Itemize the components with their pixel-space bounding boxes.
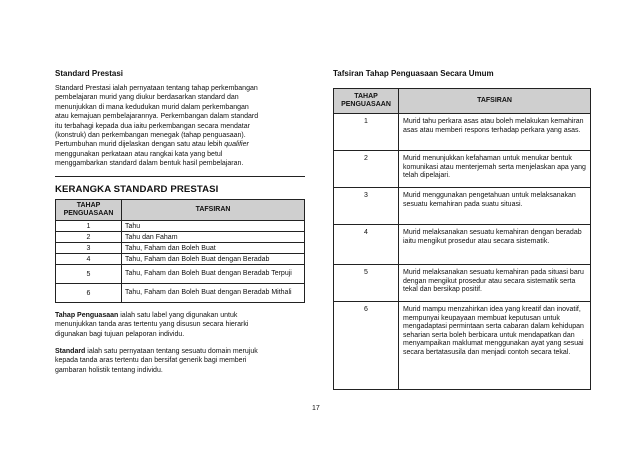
tafsiran-cell: Tahu, Faham dan Boleh Buat dengan Beradab Mithali <box>122 284 305 303</box>
col-tahap-header: TAHAP PENGUASAAN <box>56 200 122 221</box>
tahap-cell: 6 <box>334 302 399 390</box>
tahap-cell: 5 <box>56 265 122 284</box>
para-line: menggunakan perkataan atau rangkai kata yang betul <box>55 150 223 158</box>
para-line: menggambarkan standard dalam bentuk hasil pembelajaran. <box>55 160 244 168</box>
para-line: Standard Prestasi ialah pernyataan tentang tahap perkembangan <box>55 85 258 92</box>
col-tahap-header: TAHAP PENGUASAAN <box>334 89 399 114</box>
tafsiran-umum-title: Tafsiran Tahap Penguasaan Secara Umum <box>333 69 494 78</box>
table-row <box>334 151 591 188</box>
standard-prestasi-paragraph <box>55 84 305 169</box>
tahap-cell: 2 <box>334 151 399 188</box>
para-line: digunakan bagi tujuan pelaporan individu. <box>55 330 185 338</box>
tahap-cell: 2 <box>56 232 122 243</box>
tafsiran-cell: Murid melaksanakan sesuatu kemahiran pada situasi baru dengan mengikut prosedur atau secara sistematik serta tekal dan bersikap positif. <box>399 265 591 302</box>
para-line: menunjukkan tanda aras tertentu yang disusun secara hierarki <box>55 321 249 329</box>
para-line: gambaran holistik tentang individu. <box>55 366 163 374</box>
tafsiran-table <box>333 88 591 390</box>
table-row <box>56 232 305 243</box>
para-line <box>55 140 305 149</box>
tafsiran-cell: Murid menggunakan pengetahuan untuk melaksanakan sesuatu kemahiran pada suatu situasi. <box>399 188 591 225</box>
tafsiran-cell: Tahu, Faham dan Boleh Buat dengan Beradab Terpuji <box>122 265 305 284</box>
table-row <box>334 265 591 302</box>
table-row <box>56 243 305 254</box>
table-row <box>334 114 591 151</box>
section-divider <box>55 176 305 177</box>
tafsiran-cell: Murid mampu menzahirkan idea yang kreatif dan inovatif, mempunyai keupayaan membuat keputusan untuk mengadaptasi permintaan serta cabaran dalam kehidupan seharian serta boleh berbicara untuk mendapatkan dan menyampaikan maklumat menggunakan ayat yang sesuai secara bertatasusila dan menjadi contoh secara tekal. <box>399 302 591 390</box>
kerangka-table <box>55 199 305 303</box>
table-row <box>334 225 591 265</box>
standard-definition <box>55 347 305 375</box>
para-line: kepada tanda aras tertentu dan bersifat generik bagi memberi <box>55 357 247 365</box>
tahap-cell: 3 <box>56 243 122 254</box>
para-line: (konstruk) dan perkembangan menegak (tahap penguasaan). <box>55 132 246 140</box>
table-header-row <box>334 89 591 114</box>
tafsiran-cell: Tahu dan Faham <box>122 232 305 243</box>
table-row <box>56 265 305 284</box>
tahap-cell: 3 <box>334 188 399 225</box>
tahap-cell: 1 <box>56 221 122 232</box>
tahap-penguasaan-definition <box>55 311 305 339</box>
para-line: pembelajaran murid yang diukur berdasarkan standard dan <box>55 94 239 102</box>
para-line: atau kemajuan pembelajarannya. Perkembangan dalam standard <box>55 113 259 121</box>
para-line <box>55 311 305 320</box>
table-row <box>334 188 591 225</box>
table-row <box>334 302 591 390</box>
kerangka-title: KERANGKA STANDARD PRESTASI <box>55 184 219 195</box>
para-text: Pertumbuhan murid dijelaskan dengan satu atau lebih <box>55 141 225 149</box>
para-line <box>55 347 305 356</box>
col-tafsiran-header: TAFSIRAN <box>399 89 591 114</box>
tafsiran-cell: Tahu <box>122 221 305 232</box>
tahap-cell: 1 <box>334 114 399 151</box>
qualifier-term: qualifier <box>224 141 249 149</box>
para-line: itu terbahagi kepada dua iaitu perkembangan secara mendatar <box>55 122 250 130</box>
tahap-penguasaan-term: Tahap Penguasaan <box>55 312 119 319</box>
standard-term: Standard <box>55 348 86 355</box>
para-text: ialah satu label yang digunakan untuk <box>118 312 238 319</box>
page-number: 17 <box>312 405 320 412</box>
table-row <box>56 221 305 232</box>
tafsiran-cell: Murid tahu perkara asas atau boleh melakukan kemahiran asas atau memberi respons terhadap perkara yang asas. <box>399 114 591 151</box>
tafsiran-cell: Tahu, Faham dan Boleh Buat <box>122 243 305 254</box>
table-row <box>56 254 305 265</box>
para-line: menunjukkan di mana kedudukan murid dalam perkembangan <box>55 103 249 111</box>
tahap-cell: 6 <box>56 284 122 303</box>
tahap-cell: 4 <box>334 225 399 265</box>
tafsiran-cell: Murid menunjukkan kefahaman untuk menukar bentuk komunikasi atau menterjemah serta menjelaskan apa yang telah dipelajari. <box>399 151 591 188</box>
tafsiran-cell: Tahu, Faham dan Boleh Buat dengan Beradab <box>122 254 305 265</box>
tafsiran-cell: Murid melaksanakan sesuatu kemahiran dengan beradab iaitu mengikut prosedur atau secara sistematik. <box>399 225 591 265</box>
table-row <box>56 284 305 303</box>
para-text: ialah satu pernyataan tentang sesuatu domain merujuk <box>85 348 258 355</box>
col-tafsiran-header: TAFSIRAN <box>122 200 305 221</box>
standard-prestasi-heading: Standard Prestasi <box>55 69 124 78</box>
table-header-row <box>56 200 305 221</box>
tahap-cell: 5 <box>334 265 399 302</box>
tahap-cell: 4 <box>56 254 122 265</box>
